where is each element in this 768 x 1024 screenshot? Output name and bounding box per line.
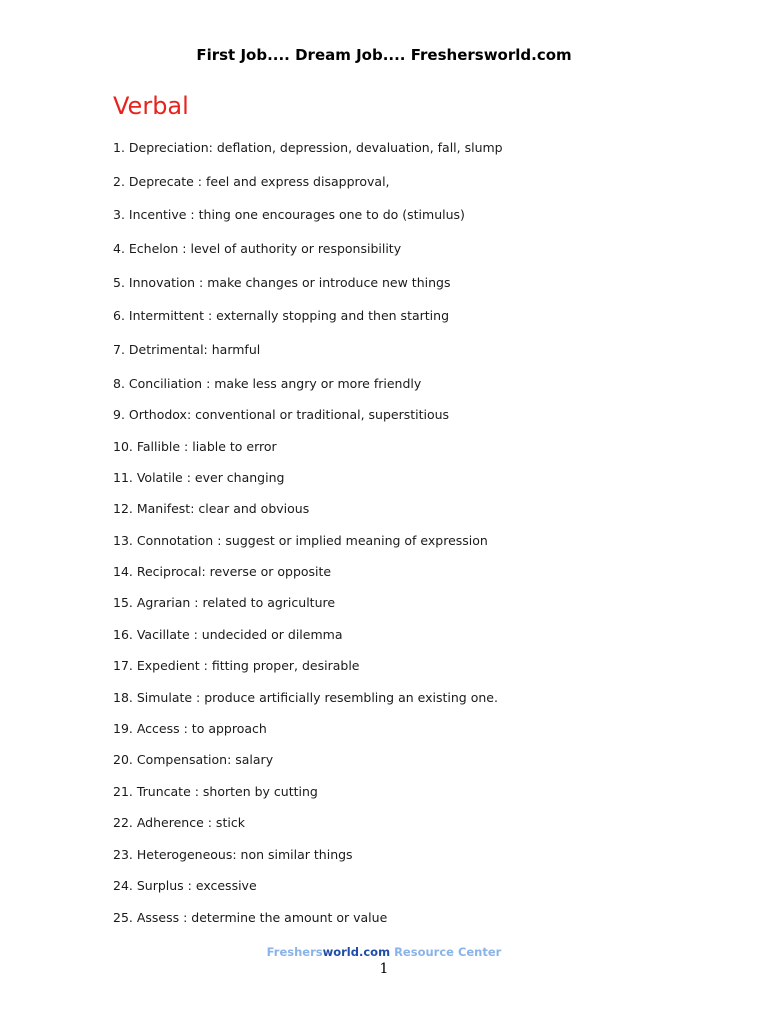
list-item: 20. Compensation: salary <box>113 752 274 767</box>
list-item: 24. Surplus : excessive <box>113 878 257 893</box>
list-item: 14. Reciprocal: reverse or opposite <box>113 564 332 579</box>
list-item: 15. Agrarian : related to agriculture <box>113 595 336 610</box>
page-footer <box>0 945 768 959</box>
list-item: 8. Conciliation : make less angry or more friendly <box>113 376 422 391</box>
list-item: 22. Adherence : stick <box>113 815 245 830</box>
footer-resource-center: Resource Center <box>390 945 502 959</box>
list-item: 1. Depreciation: deflation, depression, devaluation, fall, slump <box>113 140 503 155</box>
footer-brand-dark: world.com <box>322 945 391 959</box>
section-title: Verbal <box>113 92 189 120</box>
list-item: 2. Deprecate : feel and express disapproval, <box>113 174 390 189</box>
list-item: 23. Heterogeneous: non similar things <box>113 847 353 862</box>
list-item: 5. Innovation : make changes or introduce new things <box>113 275 451 290</box>
list-item: 3. Incentive : thing one encourages one to do (stimulus) <box>113 207 465 222</box>
list-item: 16. Vacillate : undecided or dilemma <box>113 627 343 642</box>
page-header: First Job.... Dream Job.... Freshersworld.com <box>196 46 572 64</box>
list-item: 21. Truncate : shorten by cutting <box>113 784 318 799</box>
footer-brand-light: Freshers <box>266 945 323 959</box>
list-item: 17. Expedient : fitting proper, desirable <box>113 658 360 673</box>
list-item: 7. Detrimental: harmful <box>113 342 261 357</box>
list-item: 25. Assess : determine the amount or value <box>113 910 388 925</box>
list-item: 19. Access : to approach <box>113 721 267 736</box>
list-item: 13. Connotation : suggest or implied meaning of expression <box>113 533 488 548</box>
list-item: 18. Simulate : produce artificially resembling an existing one. <box>113 690 498 705</box>
list-item: 10. Fallible : liable to error <box>113 439 277 454</box>
page-number: 1 <box>379 961 389 977</box>
list-item: 4. Echelon : level of authority or responsibility <box>113 241 402 256</box>
list-item: 11. Volatile : ever changing <box>113 470 285 485</box>
list-item: 6. Intermittent : externally stopping and then starting <box>113 308 449 323</box>
list-item: 12. Manifest: clear and obvious <box>113 501 310 516</box>
list-item: 9. Orthodox: conventional or traditional, superstitious <box>113 407 450 422</box>
